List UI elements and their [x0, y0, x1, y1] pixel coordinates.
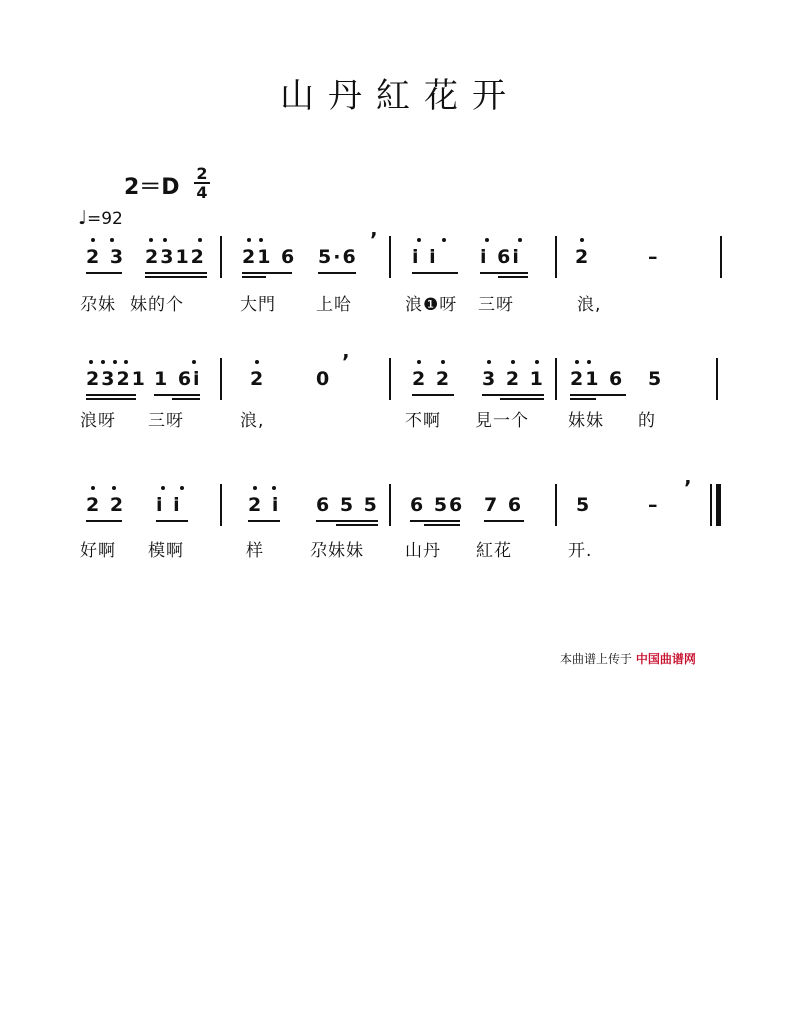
underline [156, 520, 188, 522]
final-barline [716, 484, 721, 526]
underline [482, 394, 544, 396]
underline [86, 394, 136, 396]
quarter-note-icon: ♩ [78, 207, 87, 229]
lyric: 开. [568, 541, 593, 561]
barline [710, 484, 712, 526]
time-signature-bottom: 4 [196, 183, 208, 202]
lyric: 尕妹妹 [310, 541, 364, 561]
lyric: 紅花 [476, 541, 512, 561]
underline [86, 398, 136, 400]
breath-mark: ’ [370, 228, 378, 252]
underline [316, 520, 378, 522]
time-signature [194, 165, 210, 201]
note-group: i i [156, 494, 182, 516]
barline [555, 358, 557, 400]
underline [484, 520, 524, 522]
underline [86, 272, 122, 274]
note-group: 6 56 [410, 494, 465, 516]
note-group: 0 [316, 368, 332, 390]
lyric: 見一个 [475, 411, 529, 431]
underline [86, 520, 122, 522]
octave-dot [255, 360, 259, 364]
upload-credit [560, 650, 696, 667]
barline [220, 484, 222, 526]
underline [145, 272, 207, 274]
tempo-marking: ♩=92 [78, 207, 123, 229]
barline [716, 358, 718, 400]
lyric: 浪, [577, 295, 602, 315]
underline [412, 394, 454, 396]
octave-dot [441, 360, 445, 364]
octave-dot [487, 360, 491, 364]
octave-dot [161, 486, 165, 490]
octave-dot [113, 360, 117, 364]
underline [336, 524, 378, 526]
note-group: 2 3 [86, 246, 126, 268]
lyric: 的 [638, 411, 656, 431]
note-group: 2 [250, 368, 266, 390]
underline [410, 520, 460, 522]
note-group: 21 6 [242, 246, 297, 268]
note-group: 2 2 [86, 494, 126, 516]
note-group: – [648, 494, 660, 516]
barline [555, 236, 557, 278]
octave-dot [587, 360, 591, 364]
underline [318, 272, 356, 274]
octave-dot [417, 360, 421, 364]
octave-dot [442, 238, 446, 242]
lyric: 山丹 [405, 541, 441, 561]
octave-dot [110, 238, 114, 242]
octave-dot [272, 486, 276, 490]
underline [145, 276, 207, 278]
lyric: 三呀 [478, 295, 514, 315]
octave-dot [89, 360, 93, 364]
lyric: 尕妹 [80, 295, 116, 315]
underline [480, 272, 528, 274]
underline [242, 276, 266, 278]
lyric: 浪, [240, 411, 265, 431]
note-group: 5·6 [318, 246, 358, 268]
note-group: 2312 [145, 246, 206, 268]
note-group: 5 [648, 368, 664, 390]
note-group: 2 [575, 246, 591, 268]
lyric: 三呀 [148, 411, 184, 431]
lyric: 不啊 [405, 411, 441, 431]
octave-dot [247, 238, 251, 242]
underline [172, 398, 200, 400]
note-group: 3 2 1 [482, 368, 545, 390]
barline [555, 484, 557, 526]
octave-dot [112, 486, 116, 490]
underline [500, 398, 544, 400]
octave-dot [198, 238, 202, 242]
underline [412, 272, 458, 274]
breath-mark: ’ [684, 476, 692, 500]
note-group: 1 6i [154, 368, 202, 390]
octave-dot [575, 360, 579, 364]
barline [389, 236, 391, 278]
barline [220, 358, 222, 400]
note-group: 2321 [86, 368, 147, 390]
note-group: 6 5 5 [316, 494, 379, 516]
octave-dot [580, 238, 584, 242]
octave-dot [518, 238, 522, 242]
lyric: 妹妹 [568, 411, 604, 431]
underline [498, 276, 528, 278]
lyric: 妹的个 [130, 295, 184, 315]
key-signature: 2＝D [124, 175, 180, 200]
octave-dot [101, 360, 105, 364]
note-group: i i [412, 246, 438, 268]
octave-dot [535, 360, 539, 364]
barline [220, 236, 222, 278]
barline [720, 236, 722, 278]
octave-dot [485, 238, 489, 242]
page-title: 山丹紅花开 [280, 76, 520, 116]
note-group: 21 6 [570, 368, 625, 390]
lyric: 样 [246, 541, 264, 561]
lyric: 大門 [240, 295, 276, 315]
note-group: 2 2 [412, 368, 452, 390]
octave-dot [192, 360, 196, 364]
underline [570, 398, 596, 400]
lyric: 好啊 [80, 541, 116, 561]
octave-dot [149, 238, 153, 242]
note-group: i 6i [480, 246, 521, 268]
upload-credit-text: 本曲谱上传于 [560, 652, 633, 666]
lyric: 上哈 [316, 295, 352, 315]
note-group: 7 6 [484, 494, 524, 516]
underline [424, 524, 460, 526]
underline [570, 394, 626, 396]
lyric: 浪呀 [80, 411, 116, 431]
time-signature-top: 2 [196, 164, 208, 183]
site-logo-link[interactable]: 中国曲谱网 [635, 652, 696, 666]
octave-dot [163, 238, 167, 242]
underline [154, 394, 200, 396]
underline [242, 272, 292, 274]
octave-dot [259, 238, 263, 242]
note-group: 2 i [248, 494, 281, 516]
octave-dot [91, 238, 95, 242]
octave-dot [253, 486, 257, 490]
note-group: – [648, 246, 660, 268]
underline [248, 520, 280, 522]
octave-dot [124, 360, 128, 364]
breath-mark: ’ [342, 350, 350, 374]
note-group: 5 [576, 494, 592, 516]
lyric: 浪❶呀 [405, 295, 458, 315]
octave-dot [511, 360, 515, 364]
barline [389, 484, 391, 526]
octave-dot [180, 486, 184, 490]
octave-dot [91, 486, 95, 490]
barline [389, 358, 391, 400]
octave-dot [417, 238, 421, 242]
lyric: 模啊 [148, 541, 184, 561]
